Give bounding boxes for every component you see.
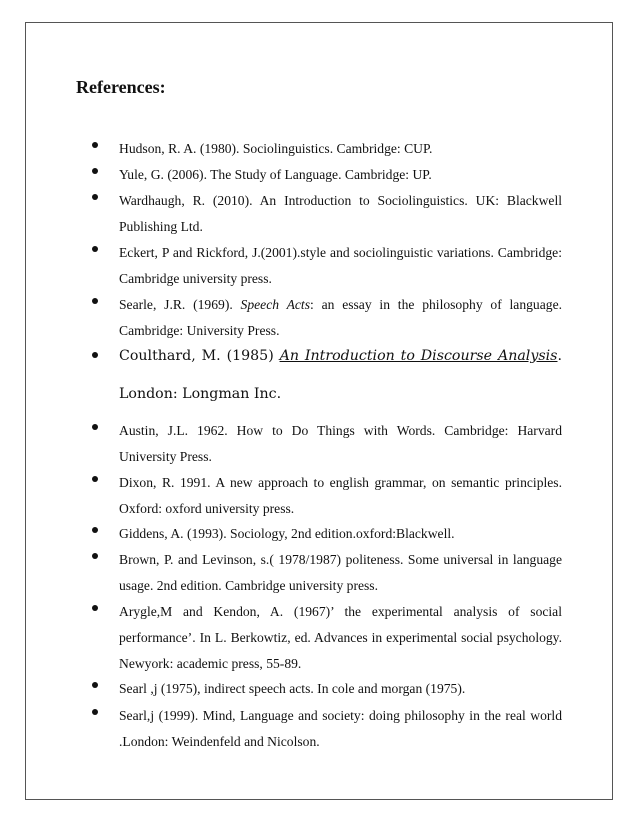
reference-text: Yule, G. (2006). The Study of Language. Cambridge: UP.	[119, 167, 432, 182]
bullet-icon	[92, 352, 98, 358]
reference-text: Hudson, R. A. (1980). Sociolinguistics. Cambridge: CUP.	[119, 141, 433, 156]
reference-item	[92, 136, 562, 162]
reference-text: Searl ,j (1975), indirect speech acts. In cole and morgan (1975).	[119, 681, 466, 696]
bullet-icon	[92, 194, 98, 200]
bullet-icon	[92, 553, 98, 559]
bullet-icon	[92, 142, 98, 148]
reference-text	[119, 337, 562, 413]
bullet-icon	[92, 709, 98, 715]
reference-text: Searl,j (1999). Mind, Language and society: doing philosophy in the real world .London: Weindenfeld and Nicolson.	[119, 708, 562, 749]
reference-text: Austin, J.L. 1962. How to Do Things with Words. Cambridge: Harvard University Press.	[119, 423, 562, 464]
bullet-icon	[92, 246, 98, 252]
references-heading: References:	[76, 77, 166, 97]
bullet-icon	[92, 424, 98, 430]
reference-item	[92, 240, 562, 292]
reference-title-italic: Speech Acts	[240, 297, 310, 312]
bullet-icon	[92, 682, 98, 688]
reference-item	[92, 162, 562, 188]
reference-title-italic: An Introduction to Discourse Analysis	[279, 348, 558, 364]
reference-item	[92, 470, 562, 522]
reference-text: Eckert, P and Rickford, J.(2001).style and sociolinguistic variations. Cambridge: Cambridge university press.	[119, 245, 562, 286]
reference-item	[92, 676, 562, 702]
reference-text: Brown, P. and Levinson, s.( 1978/1987) politeness. Some universal in language usage. 2nd edition. Cambridge university press.	[119, 552, 562, 593]
reference-text-end: . London: Longman Inc.	[119, 348, 562, 402]
reference-text-end: : an essay in the philosophy of language. Cambridge: University Press.	[119, 297, 562, 338]
bullet-icon	[92, 605, 98, 611]
reference-text-start: Coulthard, M. (1985)	[119, 348, 280, 364]
reference-text: Giddens, A. (1993). Sociology, 2nd edition.oxford:Blackwell.	[119, 526, 455, 541]
reference-item	[92, 188, 562, 240]
reference-item	[92, 521, 562, 547]
bullet-icon	[92, 476, 98, 482]
bullet-icon	[92, 168, 98, 174]
reference-item	[92, 599, 562, 677]
bullet-icon	[92, 298, 98, 304]
reference-text: Wardhaugh, R. (2010). An Introduction to Sociolinguistics. UK: Blackwell Publishing Ltd.	[119, 193, 562, 234]
reference-item	[92, 337, 562, 413]
reference-text: Dixon, R. 1991. A new approach to english grammar, on semantic principles. Oxford: oxford university press.	[119, 475, 562, 516]
reference-item	[92, 703, 562, 755]
reference-text-start: Searle, J.R. (1969).	[119, 297, 241, 312]
bullet-icon	[92, 527, 98, 533]
reference-item	[92, 547, 562, 599]
reference-text: Arygle,M and Kendon, A. (1967)’ the experimental analysis of social performance’. In L. Berkowtiz, ed. Advances in experimental social psychology. Newyork: academic press, 55-89.	[119, 604, 562, 671]
reference-item	[92, 418, 562, 470]
